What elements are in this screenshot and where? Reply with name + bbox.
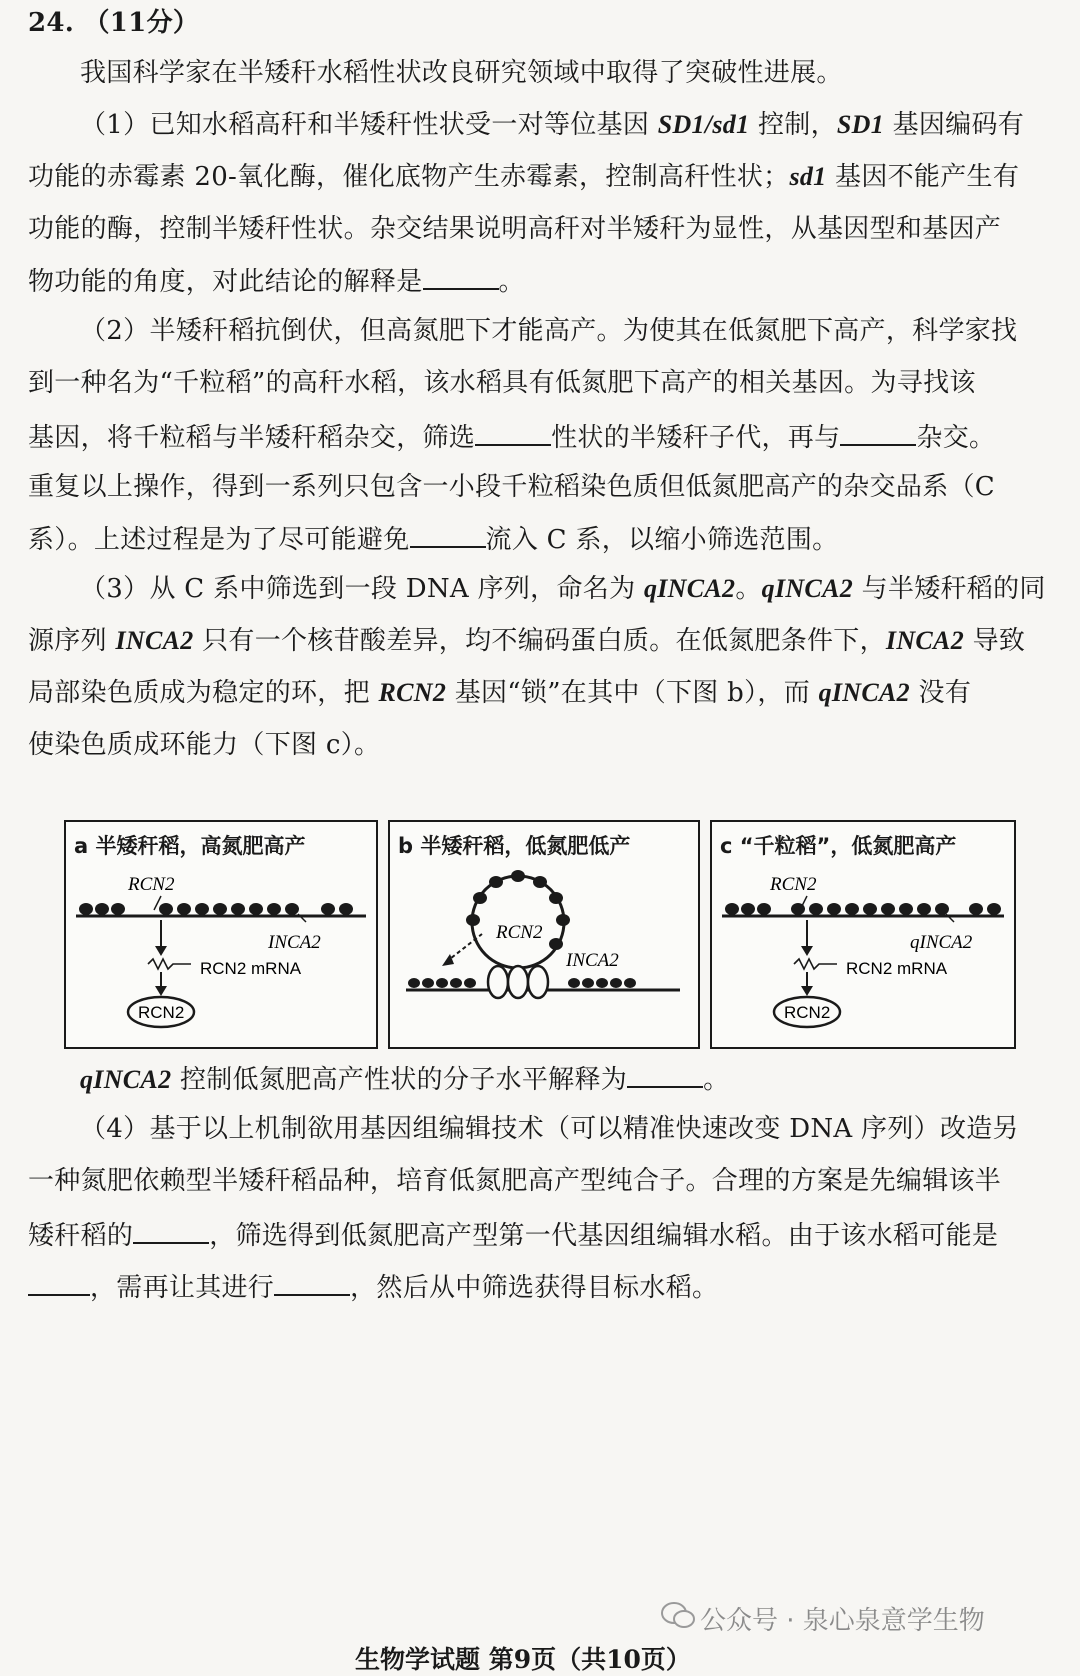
figure-c-gene-label: RCN2 <box>770 874 817 895</box>
answer-blank <box>133 1216 209 1244</box>
figure-c-title: c “千粒稻”，低氮肥高产 <box>720 834 957 858</box>
figure-a-title: a 半矮秆稻，高氮肥高产 <box>74 834 306 858</box>
part2-line2: 到一种名为“千粒稻”的高秆水稻，该水稻具有低氮肥下高产的相关基因。为寻找该 <box>28 368 976 398</box>
part2-line4: 重复以上操作，得到一系列只包含一小段千粒稻染色质但低氮肥高产的杂交品系（C <box>28 472 995 502</box>
figure-c-protein-label: RCN2 <box>784 1003 831 1022</box>
part3-after-figure: qINCA2 控制低氮肥高产性状的分子水平解释为 。 <box>80 1060 729 1097</box>
figure-a-gene-label: RCN2 <box>128 874 175 895</box>
figure-b-gene-label: RCN2 <box>496 922 543 943</box>
part1-line1: （1）已知水稻高秆和半矮秆性状受一对等位基因 SD1/sd1 控制，SD1 基因编码有 <box>80 110 1025 140</box>
figure-a-protein-label: RCN2 <box>138 1003 185 1022</box>
part2-line1: （2）半矮秆稻抗倒伏，但高氮肥下才能高产。为使其在低氮肥下高产，科学家找 <box>80 316 1018 346</box>
answer-blank <box>423 262 499 290</box>
answer-blank <box>274 1268 350 1296</box>
answer-blank <box>475 418 551 446</box>
part1-line3: 功能的酶，控制半矮秆性状。杂交结果说明高秆对半矮秆为显性，从基因型和基因产 <box>28 214 1002 244</box>
part3-line3: 局部染色质成为稳定的环，把 RCN2 基因“锁”在其中（下图 b），而 qINCA2 没有 <box>28 678 972 708</box>
answer-blank <box>410 520 486 548</box>
figure-b-locus-label: INCA2 <box>566 950 619 971</box>
part4-line2: 一种氮肥依赖型半矮秆稻品种，培育低氮肥高产型纯合子。合理的方案是先编辑该半 <box>28 1166 1002 1196</box>
answer-blank <box>627 1060 703 1088</box>
answer-blank <box>28 1268 90 1296</box>
answer-blank <box>840 418 916 446</box>
intro-text: 我国科学家在半矮秆水稻性状改良研究领域中取得了突破性进展。 <box>80 58 843 88</box>
figure-panel-c <box>710 820 1016 1049</box>
figure-b-title: b 半矮秆稻，低氮肥低产 <box>398 834 631 858</box>
page-footer: 生物学试题 第9页（共10页） <box>355 1645 691 1674</box>
part2-line5: 系）。上述过程是为了尽可能避免 流入 C 系，以缩小筛选范围。 <box>28 520 838 557</box>
figure-a-locus-label: INCA2 <box>268 932 321 953</box>
part4-line1: （4）基于以上机制欲用基因组编辑技术（可以精准快速改变 DNA 序列）改造另 <box>80 1114 1019 1144</box>
watermark: 公众号 · 泉心泉意学生物 <box>700 1606 985 1636</box>
figure-c-diagram <box>712 822 1014 1047</box>
part2-line3: 基因，将千粒稻与半矮秆稻杂交，筛选 性状的半矮秆子代，再与 杂交。 <box>28 418 995 455</box>
part4-line4: ，需再让其进行 ，然后从中筛选获得目标水稻。 <box>28 1268 718 1305</box>
question-number: 24. （11分） <box>28 8 200 38</box>
part3-line4: 使染色质成环能力（下图 c）。 <box>28 730 381 760</box>
part1-line2: 功能的赤霉素 20-氧化酶，催化底物产生赤霉素，控制高秆性状；sd1 基因不能产生有 <box>28 162 1020 192</box>
part4-line3: 矮秆稻的 ，筛选得到低氮肥高产型第一代基因组编辑水稻。由于该水稻可能是 <box>28 1216 998 1253</box>
figure-panel-b <box>388 820 700 1049</box>
figure-a-mrna-label: RCN2 mRNA <box>200 959 302 978</box>
part1-line4: 物功能的角度，对此结论的解释是 。 <box>28 262 525 299</box>
figure-b-diagram <box>390 822 698 1047</box>
figure-a-diagram <box>66 822 376 1047</box>
figure-panel-a <box>64 820 378 1049</box>
part3-line1: （3）从 C 系中筛选到一段 DNA 序列，命名为 qINCA2。qINCA2 与半矮秆稻的同 <box>80 574 1046 604</box>
figure-c-locus-label: qINCA2 <box>910 932 973 953</box>
part3-line2: 源序列 INCA2 只有一个核苷酸差异，均不编码蛋白质。在低氮肥条件下，INCA2 导致 <box>28 626 1026 656</box>
figure-c-mrna-label: RCN2 mRNA <box>846 959 948 978</box>
